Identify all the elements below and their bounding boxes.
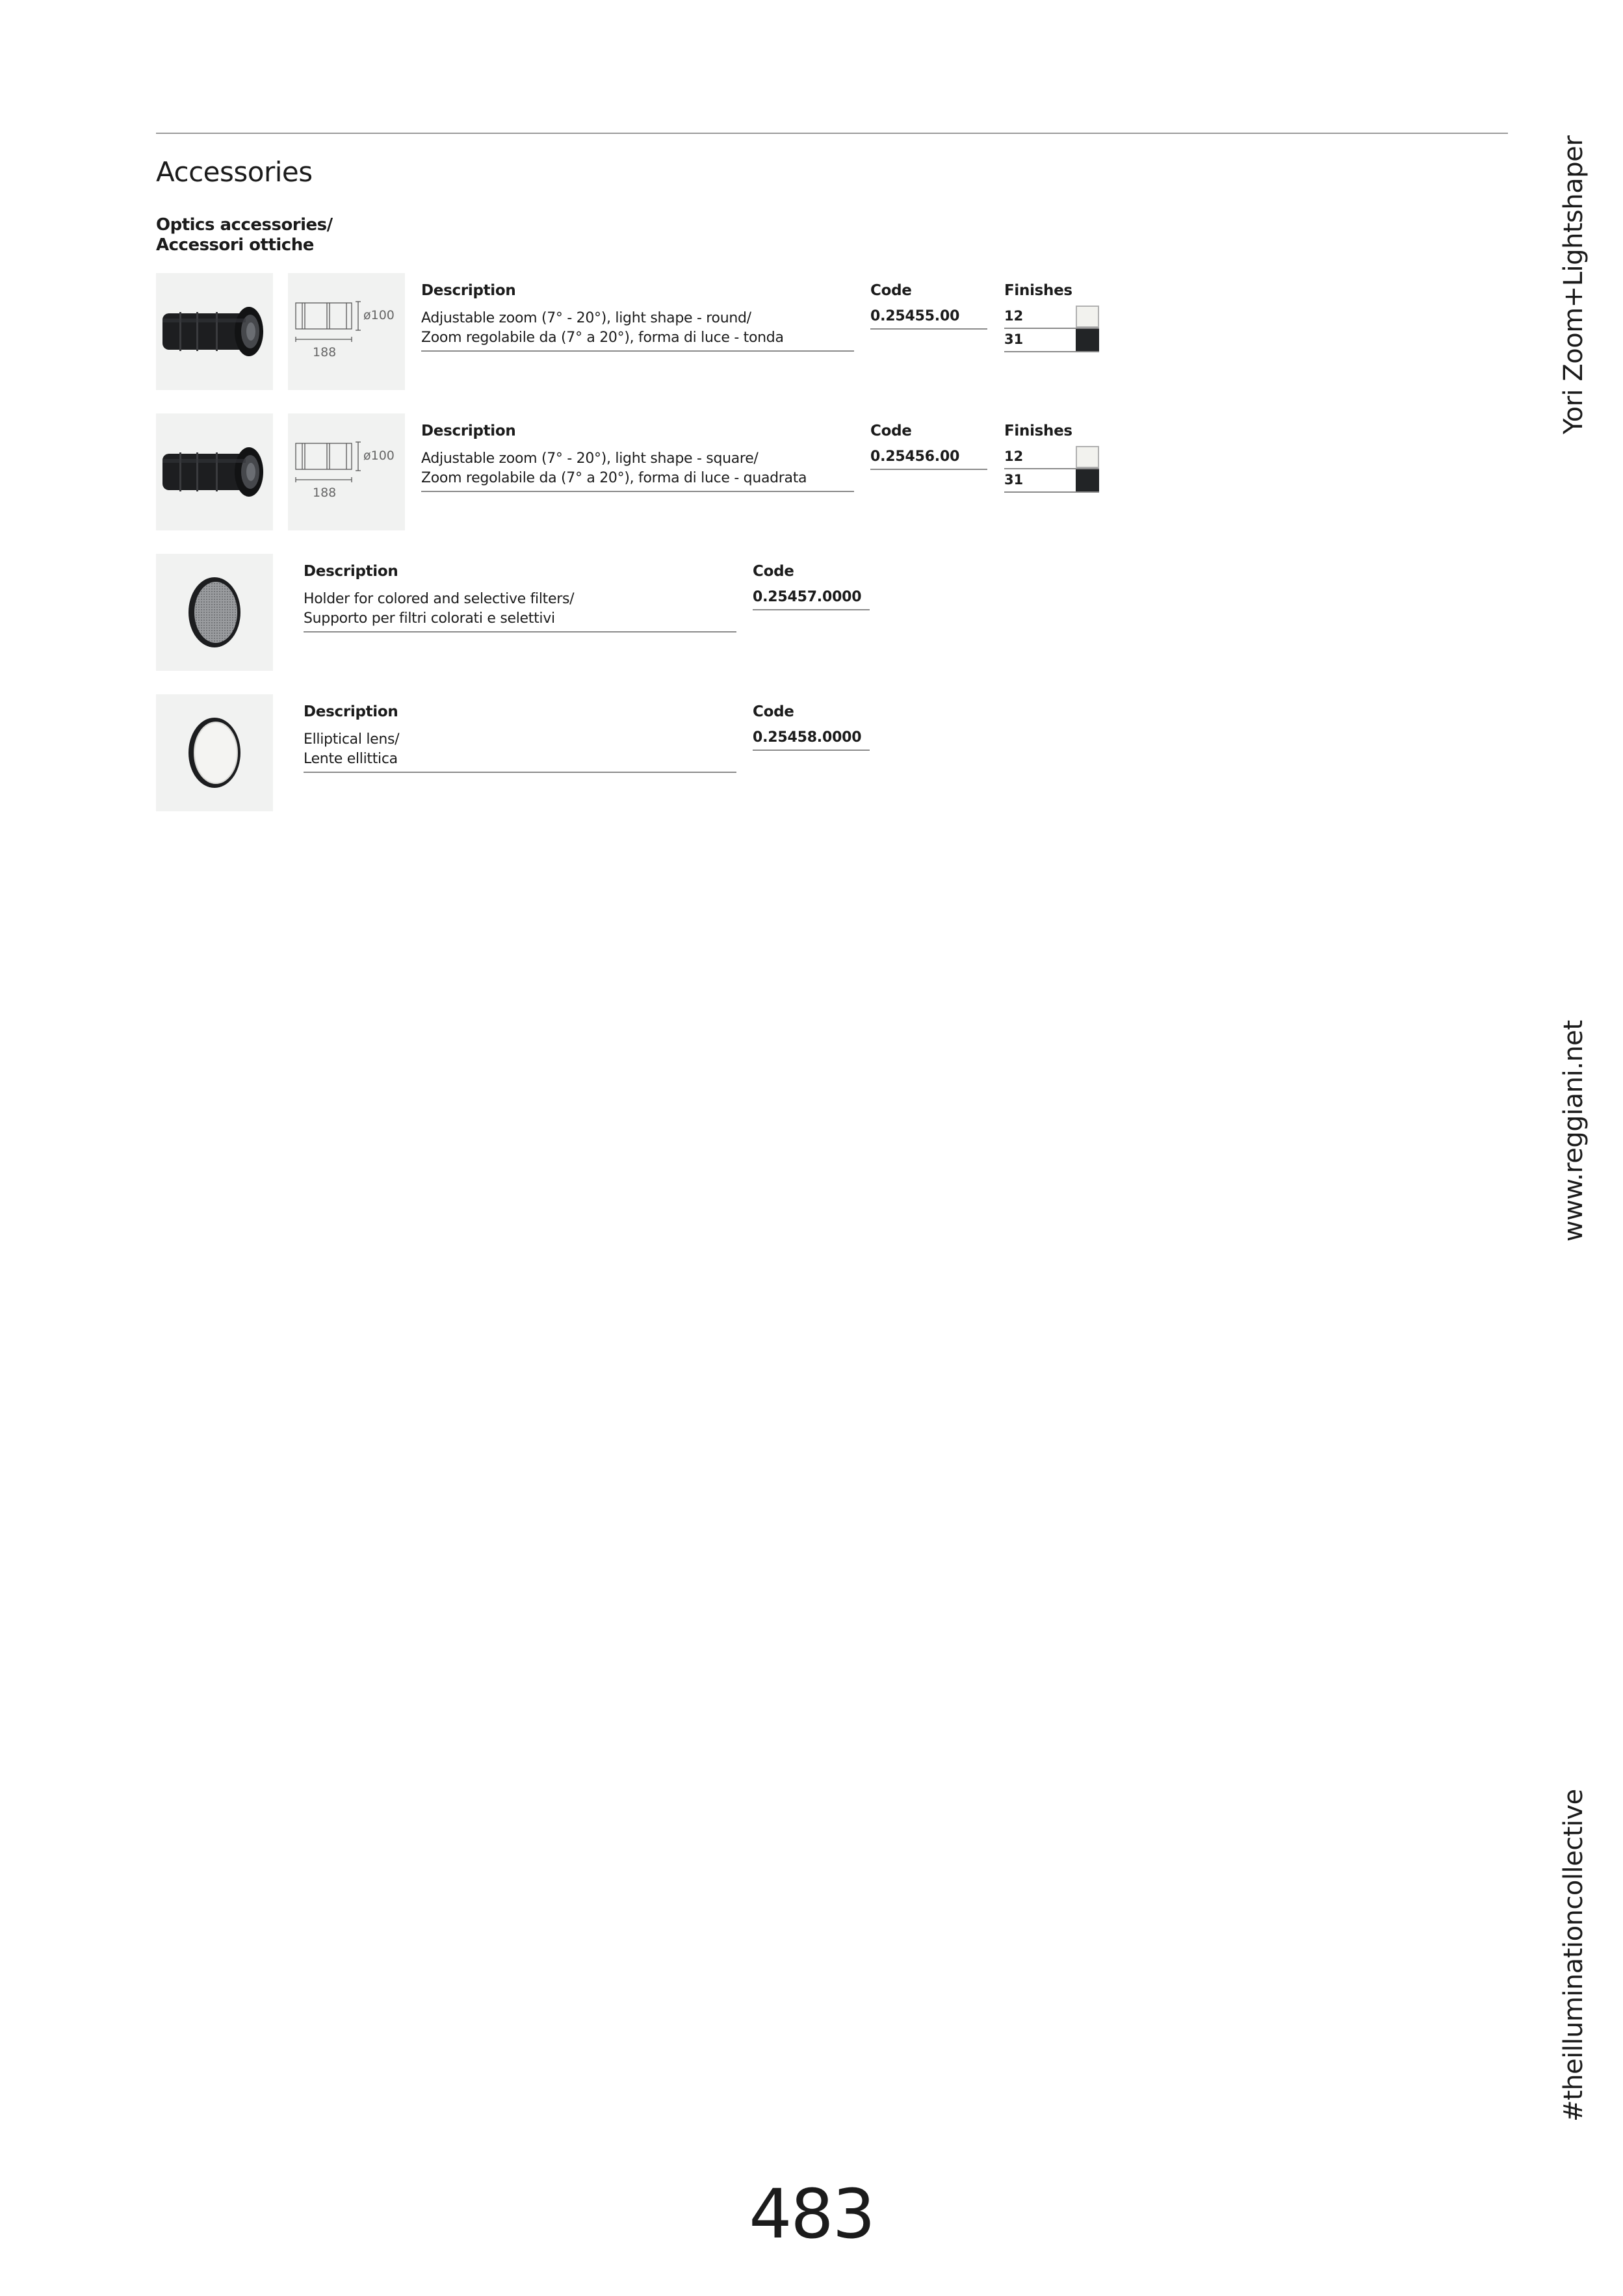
zoom-round-product-photo [156, 273, 273, 390]
finish-swatch-black [1076, 329, 1099, 351]
description-en: Elliptical lens/ [304, 731, 400, 748]
diameter-label: ø100 [363, 308, 395, 322]
filter-holder-icon [156, 554, 273, 671]
finish-swatch-white [1076, 306, 1099, 328]
finish-code: 31 [1004, 472, 1024, 488]
finish-row-31 [1004, 469, 1099, 493]
description-en: Adjustable zoom (7° - 20°), light shape - round/ [421, 310, 751, 326]
side-label-product: Yori Zoom+Lightshaper [1559, 135, 1589, 434]
description-it: Lente ellittica [304, 751, 398, 767]
zoom-lens-icon [156, 413, 273, 530]
code-header: Code [753, 703, 794, 720]
description-header: Description [304, 563, 398, 580]
side-label-website: www.reggiani.net [1559, 1020, 1589, 1242]
description-it: Supporto per filtri colorati e selettivi [304, 610, 555, 627]
finishes-header: Finishes [1004, 282, 1072, 299]
section-title-it: Accessori ottiche [156, 235, 314, 255]
page-number: 483 [749, 2174, 874, 2254]
product-code: 0.25457.0000 [753, 589, 870, 610]
elliptical-lens-product-photo [156, 694, 273, 811]
side-label-hashtag: #theilluminationcollective [1559, 1789, 1589, 2122]
description-it: Zoom regolabile da (7° a 20°), forma di luce - quadrata [421, 470, 807, 486]
code-header: Code [870, 282, 912, 299]
description-header: Description [304, 703, 398, 720]
dimension-drawing-icon [288, 413, 405, 530]
length-label: 188 [313, 486, 337, 500]
length-label: 188 [313, 345, 337, 359]
filter-holder-product-photo [156, 554, 273, 671]
item-description [304, 730, 736, 773]
page-title: Accessories [156, 156, 313, 188]
description-it: Zoom regolabile da (7° a 20°), forma di luce - tonda [421, 330, 784, 346]
finishes-header: Finishes [1004, 423, 1072, 439]
code-header: Code [870, 423, 912, 439]
finish-code: 12 [1004, 308, 1024, 324]
finish-row-12 [1004, 446, 1099, 469]
finish-code: 31 [1004, 332, 1024, 347]
description-en: Adjustable zoom (7° - 20°), light shape - square/ [421, 450, 759, 467]
elliptical-lens-icon [156, 694, 273, 811]
product-code: 0.25456.00 [870, 449, 987, 470]
section-title-en: Optics accessories/ [156, 215, 333, 235]
dimension-drawing-icon [288, 273, 405, 390]
zoom-square-technical-drawing [288, 413, 405, 530]
zoom-lens-icon [156, 273, 273, 390]
description-header: Description [421, 423, 516, 439]
product-code: 0.25458.0000 [753, 729, 870, 751]
description-header: Description [421, 282, 516, 299]
item-description [304, 590, 736, 633]
top-divider [156, 133, 1508, 134]
finish-row-31 [1004, 329, 1099, 352]
zoom-square-product-photo [156, 413, 273, 530]
finish-swatch-white [1076, 446, 1099, 468]
description-en: Holder for colored and selective filters/ [304, 591, 575, 607]
finish-swatch-black [1076, 469, 1099, 491]
zoom-round-technical-drawing [288, 273, 405, 390]
finish-row-12 [1004, 306, 1099, 329]
item-description [421, 449, 854, 492]
product-code: 0.25455.00 [870, 308, 987, 330]
code-header: Code [753, 563, 794, 580]
finish-code: 12 [1004, 449, 1024, 464]
item-description [421, 309, 854, 352]
diameter-label: ø100 [363, 449, 395, 463]
section-title [156, 215, 333, 255]
